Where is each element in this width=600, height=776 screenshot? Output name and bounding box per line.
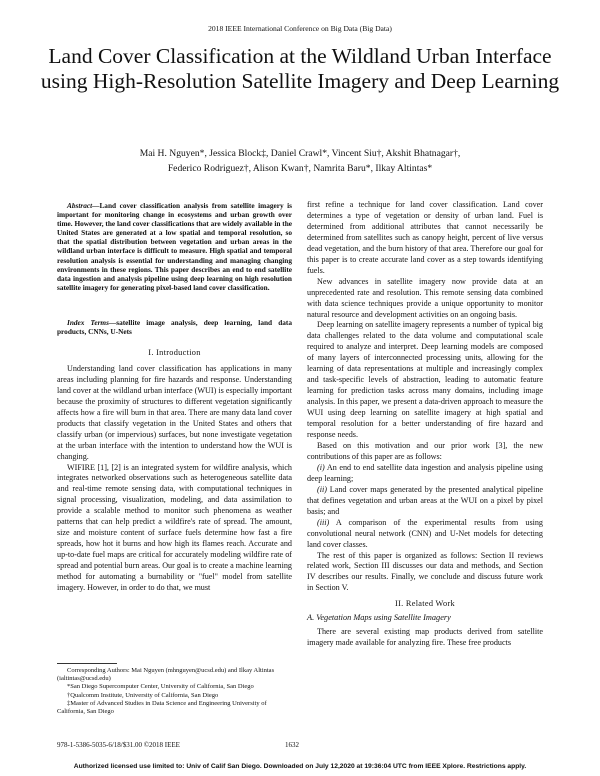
index-terms-label: Index Terms: [67, 318, 109, 327]
contribution-2-text: Land cover maps generated by the presented analytical pipeline that defines vegetation and urban areas at the WUI on a pixel by pixel basis; and: [307, 484, 543, 516]
abstract: [57, 201, 292, 292]
footnote-affiliation-3: ‡Master of Advanced Studies in Data Science and Engineering University of California, San Diego: [57, 699, 267, 716]
right-paragraph-1: first refine a technique for land cover classification. Land cover determines a type of vegetation or density of urban land. Fuel is determined from additional attributes that cannot necessarily be determined from satellites such as canopy height, percent of live versus dead vegetation, and the burn history of that area. Therefore our goal for this paper is to create accurate land cover as a step towards identifying fuels.: [307, 200, 543, 275]
author-line-1: Mai H. Nguyen*, Jessica Block‡, Daniel Crawl*, Vincent Siu†, Akshit Bhatnagar†,: [139, 148, 461, 159]
right-column: [307, 200, 543, 649]
contribution-1-text: An end to end satellite data ingestion and analysis pipeline using deep learning;: [307, 462, 543, 483]
contribution-3-text: A comparison of the experimental results from using convolutional neural network (CNN) and U-Net models for detecting land cover classes.: [307, 517, 543, 549]
authorized-use-notice: Authorized licensed use limited to: Univ of Calif San Diego. Downloaded on July 12,2020 at 19:36:04 UTC from IEEE Xplore. Restrictions apply.: [73, 763, 527, 770]
abstract-text: —Land cover classification analysis from satellite imagery is important for monitoring change in ecosystems and urban growth over time. However, the land cover classifications that are widely available in the United States are generated at a low spatial and temporal resolution, so that the spatial distribution between vegetation and urban areas in the wildland urban interface is difficult to measure. High spatial and temporal resolution analysis is essential for understanding and managing changing environments in these regions. This paper describes an end to end satellite data ingestion and analysis pipeline using deep learning on high resolution satellite imagery for generating pixel-based land cover classification.: [57, 201, 292, 292]
footnote-corresponding: Corresponding Authors: Mai Nguyen (mhnguyen@ucsd.edu) and Ilkay Altintas (ialtintas@ucsd.edu): [57, 667, 275, 683]
author-list: [40, 146, 560, 176]
footnotes: [57, 663, 292, 716]
author-line-2: Federico Rodriguez†, Alison Kwan†, Namrita Baru*, Ilkay Altintas*: [167, 163, 433, 174]
contribution-3-label: (iii): [317, 517, 330, 527]
intro-paragraph-2: WIFIRE [1], [2] is an integrated system for wildfire analysis, which integrates networked observations such as heterogeneous satellite data and real-time remote sensing data, with computational techniques in signal processing, visualization, modeling, and data assimilation to provide a scalable method to monitor such phenomena as weather patterns that can help predict a wildfire's rate of spread. The amount, size and moisture content of surface fuels determine how fast a fire spreads, how hot it burns and how high its flames reach. Accurate and up-to-date fuel maps are critical for accurately modeling wildfire rate of spread and potential burn areas. Our goal is to create a machine learning method for automating a burnability or "fuel" model from satellite imagery. However, in order to do that, we must: [57, 462, 292, 593]
page-number: 1632: [285, 741, 299, 749]
right-paragraph-3: Deep learning on satellite imagery represents a number of typical big data challenges related to the data volume and computational scale required to analyze and interpret. Deep learning models are composed of many layers of interconnected processing units, allowing for the learning of data representations at multiple and increasingly complex and task-specific levels of abstraction, leading to automatic feature learning for prediction tasks across many domains, including image analysis. In this paper, we present a data-driven approach to measure the WUI using deep learning on satellite imagery at high spatial and temporal resolution for a better understanding of fire hazard and response needs.: [307, 320, 543, 440]
conference-header: 2018 IEEE International Conference on Big Data (Big Data): [208, 24, 392, 33]
paper-title: Land Cover Classification at the Wildland Urban Interface using High-Resolution Satellite Imagery and Deep Learning: [40, 44, 560, 93]
contribution-1: [307, 463, 543, 485]
footnote-rule: [57, 663, 117, 664]
contribution-2-label: (ii): [317, 484, 327, 494]
right-paragraph-5: The rest of this paper is organized as follows: Section II reviews related work, Section III discusses our data and methods, and Section IV describes our results. Finally, we conclude and discuss future work in Section V.: [307, 550, 543, 593]
right-paragraph-6: There are several existing map products derived from satellite imagery made available for analyzing fire. These free products: [307, 627, 543, 648]
section-1: [57, 348, 292, 594]
abstract-label: Abstract: [67, 201, 93, 210]
index-terms-text: —satellite image analysis, deep learning, land data products, CNNs, U-Nets: [57, 318, 292, 337]
subsection-a-heading: A. Vegetation Maps using Satellite Imagery: [307, 613, 451, 623]
section-1-heading: I. Introduction: [148, 348, 201, 357]
right-paragraph-2: New advances in satellite imagery now provide data at an unprecedented rate and resolution. This remote sensing data combined with data science techniques provide a unique opportunity to monitor natural resource and development activities on an ongoing basis.: [307, 276, 543, 319]
intro-paragraph-1: Understanding land cover classification has applications in many areas including planning for fire hazards and response. Understanding land cover at the wildland urban interface (WUI) is especially important because the proximity of structures to different vegetation significantly affects how a fire will burn in that area. There are many data land cover products that classify vegetation in the United States and others that classify urban (or impervious) surfaces, but none investigate vegetation at the urban interface with the intention to understand how the WUI is changing.: [57, 363, 292, 461]
section-2-heading: II. Related Work: [395, 599, 455, 609]
index-terms: [57, 318, 292, 336]
isbn-line: 978-1-5386-5035-6/18/$31.00 ©2018 IEEE: [57, 741, 180, 749]
footnote-affiliation-2: †Qualcomm Institute, University of California, San Diego: [67, 691, 219, 699]
contribution-2: [307, 485, 543, 518]
footnote-affiliation-1: *San Diego Supercomputer Center, University of California, San Diego: [67, 683, 254, 691]
contribution-1-label: (i): [317, 462, 325, 472]
right-paragraph-4: Based on this motivation and our prior work [3], the new contributions of this paper are as follows:: [307, 440, 543, 461]
contribution-3: [307, 518, 543, 551]
